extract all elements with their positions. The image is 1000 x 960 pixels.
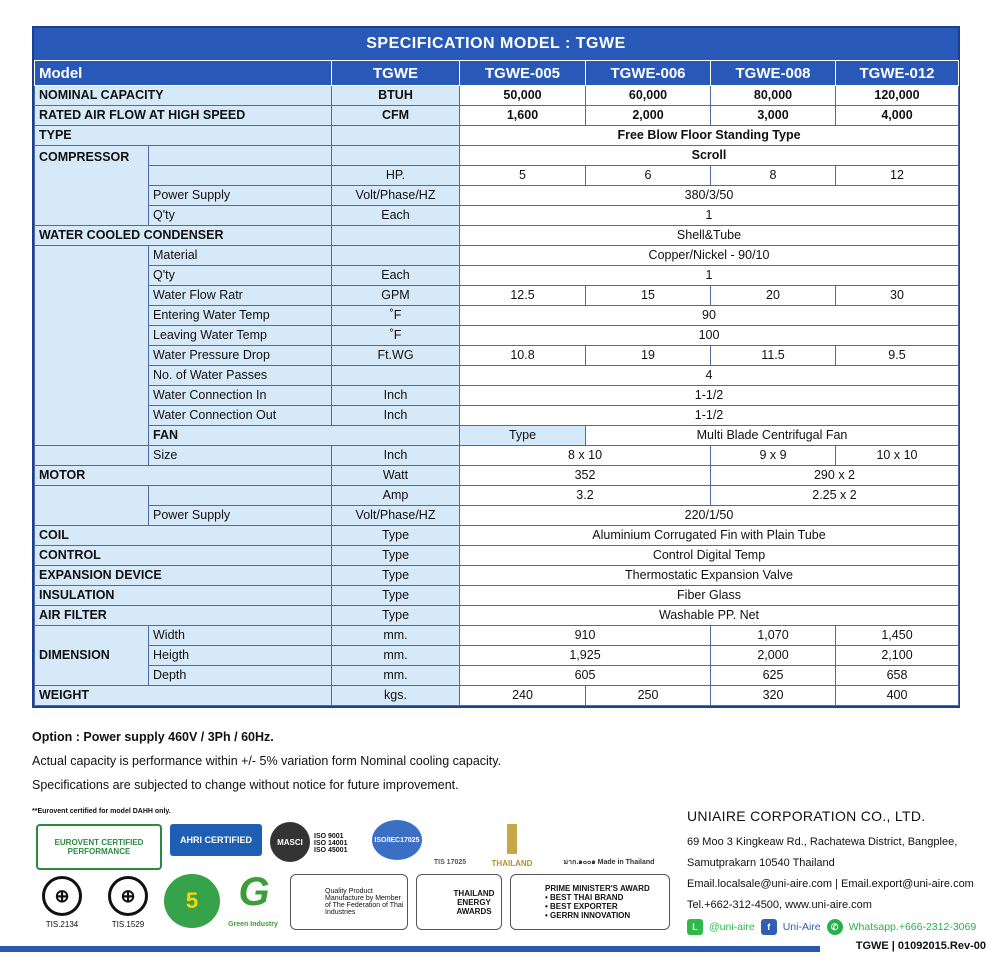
cell-value: 1,600 — [460, 106, 586, 126]
row-unit: Volt/Phase/HZ — [332, 506, 460, 526]
row-unit: Type — [332, 566, 460, 586]
row-unit: BTUH — [332, 86, 460, 106]
cell-value: 1,925 — [460, 646, 711, 666]
cell-value: 4 — [460, 366, 959, 386]
row-sublabel: Q'ty — [149, 266, 332, 286]
row-label: COIL — [35, 526, 332, 546]
table-row — [35, 506, 959, 526]
row-unit — [332, 226, 460, 246]
row-unit — [332, 246, 460, 266]
cell-value: 2.25 x 2 — [711, 486, 959, 506]
spec-table — [34, 60, 959, 706]
section-spacer — [35, 486, 149, 526]
row-sublabel: Size — [149, 446, 332, 466]
made-in-thailand-label: มาก.๑๐๐๑ Made in Thailand — [563, 859, 655, 866]
cell-value: 3,000 — [711, 106, 836, 126]
cell-value: Control Digital Temp — [460, 546, 959, 566]
model-col-4: TGWE-012 — [836, 61, 959, 86]
company-info — [687, 808, 987, 938]
company-name: UNIAIRE CORPORATION CO., LTD. — [687, 808, 926, 824]
table-row — [35, 366, 959, 386]
row-sublabel: Material — [149, 246, 332, 266]
cell-value: 12.5 — [460, 286, 586, 306]
table-row — [35, 186, 959, 206]
social-links — [687, 916, 987, 938]
cell-value: Aluminium Corrugated Fin with Plain Tube — [460, 526, 959, 546]
row-sublabel: Depth — [149, 666, 332, 686]
table-row — [35, 646, 959, 666]
table-row — [35, 226, 959, 246]
row-label: RATED AIR FLOW AT HIGH SPEED — [35, 106, 332, 126]
cell-value: 1 — [460, 206, 959, 226]
cell-value: 80,000 — [711, 86, 836, 106]
footer-bar — [0, 946, 820, 952]
row-unit — [332, 366, 460, 386]
cell-value: 1-1/2 — [460, 406, 959, 426]
capacity-note: Actual capacity is performance within +/- 5% variation form Nominal cooling capacity. — [32, 754, 502, 768]
cell-value: 658 — [836, 666, 959, 686]
energy-awards-logo: THAILAND ENERGY AWARDS — [416, 874, 502, 930]
row-unit: kgs. — [332, 686, 460, 706]
tis17025-logo: TIS 17025 — [433, 859, 467, 866]
table-row — [35, 126, 959, 146]
cell-value: 2,000 — [586, 106, 711, 126]
table-row — [35, 466, 959, 486]
cell-value: 605 — [460, 666, 711, 686]
table-row — [35, 106, 959, 126]
section-label: DIMENSION — [35, 626, 149, 686]
masci-logo: MASCI — [270, 822, 310, 862]
company-email: Email.localsale@uni-aire.com | Email.export@uni-aire.com — [687, 878, 974, 890]
change-note: Specifications are subjected to change without notice for future improvement. — [32, 778, 459, 792]
model-col-1: TGWE-005 — [460, 61, 586, 86]
table-row — [35, 286, 959, 306]
section-label: FAN — [149, 426, 460, 446]
row-unit: Watt — [332, 466, 460, 486]
iso-iec-logo — [372, 820, 422, 860]
row-unit: Type — [332, 526, 460, 546]
cell-value: 5 — [460, 166, 586, 186]
row-label: AIR FILTER — [35, 606, 332, 626]
cell-value: 910 — [460, 626, 711, 646]
facebook-icon: f — [761, 919, 777, 935]
row-unit: mm. — [332, 626, 460, 646]
pm-award-item: • BEST THAI BRAND — [545, 893, 624, 902]
table-row — [35, 606, 959, 626]
table-row — [35, 326, 959, 346]
tis2134-label: TIS.2134 — [45, 919, 79, 929]
row-unit: Volt/Phase/HZ — [332, 186, 460, 206]
cell-value: 9.5 — [836, 346, 959, 366]
row-unit: Inch — [332, 446, 460, 466]
green-industry-icon: G — [238, 870, 270, 914]
row-unit: GPM — [332, 286, 460, 306]
thailand-trusted-logo: THAILAND — [482, 818, 542, 868]
cell-value: 11.5 — [711, 346, 836, 366]
cell-value: 320 — [711, 686, 836, 706]
cell-value: 6 — [586, 166, 711, 186]
table-row — [35, 406, 959, 426]
row-sublabel: Entering Water Temp — [149, 306, 332, 326]
made-in-thailand-logo — [546, 822, 672, 868]
cell-value: 1,070 — [711, 626, 836, 646]
iso-iec-label: ISO/IEC17025 — [374, 836, 420, 844]
whatsapp-icon: ✆ — [827, 919, 843, 935]
table-row — [35, 446, 959, 466]
table-row — [35, 586, 959, 606]
table-row — [35, 526, 959, 546]
section-label: WATER COOLED CONDENSER — [35, 226, 332, 246]
cell-value: 100 — [460, 326, 959, 346]
table-row — [35, 386, 959, 406]
row-unit — [332, 146, 460, 166]
ahri-logo: AHRI CERTIFIED — [170, 824, 262, 856]
cell-value: Scroll — [460, 146, 959, 166]
cell-value: Washable PP. Net — [460, 606, 959, 626]
row-label: CONTROL — [35, 546, 332, 566]
section-spacer — [35, 246, 149, 446]
section-spacer — [35, 446, 149, 466]
row-sublabel: Water Connection In — [149, 386, 332, 406]
cell-value: 3.2 — [460, 486, 711, 506]
row-label: TYPE — [35, 126, 332, 146]
notes — [32, 725, 962, 797]
table-row — [35, 566, 959, 586]
row-unit: ˚F — [332, 306, 460, 326]
pm-award-item: • BEST EXPORTER — [545, 902, 618, 911]
row-unit — [332, 126, 460, 146]
tis1529-label: TIS.1529 — [111, 919, 145, 929]
row-sublabel: Leaving Water Temp — [149, 326, 332, 346]
cell-value: 250 — [586, 686, 711, 706]
model-col-2: TGWE-006 — [586, 61, 711, 86]
spec-title: SPECIFICATION MODEL : TGWE — [34, 28, 958, 60]
row-sublabel — [149, 166, 332, 186]
cell-value: Shell&Tube — [460, 226, 959, 246]
cell-value: 625 — [711, 666, 836, 686]
row-sublabel: No. of Water Passes — [149, 366, 332, 386]
cell-value: 20 — [711, 286, 836, 306]
certification-logos — [32, 818, 672, 938]
series-header: TGWE — [332, 61, 460, 86]
row-unit: Type — [332, 606, 460, 626]
cell-value: 50,000 — [460, 86, 586, 106]
row-unit: Each — [332, 206, 460, 226]
eurovent-logo: EUROVENT CERTIFIED PERFORMANCE — [36, 824, 162, 870]
whatsapp-link[interactable]: Whatsapp.+666-2312-3069 — [848, 921, 977, 933]
company-address-2: Samutprakarn 10540 Thailand — [687, 857, 835, 869]
iso-logo: ISO 9001 ISO 14001 ISO 45001 — [314, 832, 348, 854]
section-label: MOTOR — [35, 466, 332, 486]
cell-value: 1,450 — [836, 626, 959, 646]
cell-value: Multi Blade Centrifugal Fan — [586, 426, 959, 446]
table-row — [35, 426, 959, 446]
cell-value: 220/1/50 — [460, 506, 959, 526]
row-sublabel: Heigth — [149, 646, 332, 666]
model-header: Model — [35, 61, 332, 86]
row-sublabel: Water Flow Ratr — [149, 286, 332, 306]
cell-value: 2,100 — [836, 646, 959, 666]
company-address-1: 69 Moo 3 Kingkeaw Rd., Rachatewa District, Bangplee, — [687, 836, 958, 848]
row-unit: Type — [332, 586, 460, 606]
table-header-row — [35, 61, 959, 86]
spec-table-frame — [32, 26, 960, 708]
section-label: COMPRESSOR — [35, 146, 149, 226]
row-unit: Type — [460, 426, 586, 446]
table-row — [35, 626, 959, 646]
row-sublabel: Width — [149, 626, 332, 646]
table-row — [35, 206, 959, 226]
pm-award-title: PRIME MINISTER'S AWARD — [545, 884, 650, 893]
fti-logo: Quality Product Manufacture by Member of The Federation of Thai Industries — [290, 874, 408, 930]
cell-value: 15 — [586, 286, 711, 306]
cell-value: 90 — [460, 306, 959, 326]
row-unit: CFM — [332, 106, 460, 126]
table-row — [35, 686, 959, 706]
row-label: EXPANSION DEVICE — [35, 566, 332, 586]
row-sublabel: Power Supply — [149, 186, 332, 206]
green-industry-label: Green Industry — [228, 920, 278, 928]
cell-value: 352 — [460, 466, 711, 486]
cell-value: 1-1/2 — [460, 386, 959, 406]
cell-value: 30 — [836, 286, 959, 306]
line-icon: L — [687, 919, 703, 935]
cell-value: 120,000 — [836, 86, 959, 106]
row-unit: ˚F — [332, 326, 460, 346]
cell-value: 2,000 — [711, 646, 836, 666]
row-sublabel — [149, 486, 332, 506]
cell-value: Free Blow Floor Standing Type — [460, 126, 959, 146]
tis1529-icon: ⊕ — [108, 876, 148, 916]
cell-value: 10.8 — [460, 346, 586, 366]
row-sublabel — [149, 146, 332, 166]
pm-award-item: • GERRN INNOVATION — [545, 911, 631, 920]
model-col-3: TGWE-008 — [711, 61, 836, 86]
document-code: TGWE | 01092015.Rev-00 — [855, 940, 986, 952]
row-label: NOMINAL CAPACITY — [35, 86, 332, 106]
row-unit: Amp — [332, 486, 460, 506]
row-sublabel: Power Supply — [149, 506, 332, 526]
cell-value: 8 x 10 — [460, 446, 711, 466]
energy-label-5-icon: 5 — [164, 874, 220, 928]
cell-value: 400 — [836, 686, 959, 706]
table-row — [35, 266, 959, 286]
cell-value: Fiber Glass — [460, 586, 959, 606]
table-row — [35, 486, 959, 506]
table-row — [35, 246, 959, 266]
cell-value: Thermostatic Expansion Valve — [460, 566, 959, 586]
row-unit: HP. — [332, 166, 460, 186]
table-row — [35, 306, 959, 326]
row-unit: Type — [332, 546, 460, 566]
cell-value: 19 — [586, 346, 711, 366]
cell-value: Copper/Nickel - 90/10 — [460, 246, 959, 266]
cell-value: 380/3/50 — [460, 186, 959, 206]
row-sublabel: Q'ty — [149, 206, 332, 226]
row-unit: Inch — [332, 406, 460, 426]
pm-award-logo — [510, 874, 670, 930]
cell-value: 4,000 — [836, 106, 959, 126]
table-row — [35, 166, 959, 186]
table-row — [35, 666, 959, 686]
company-tel: Tel.+662-312-4500, www.uni-aire.com — [687, 899, 872, 911]
cell-value: 9 x 9 — [711, 446, 836, 466]
tis2134-icon: ⊕ — [42, 876, 82, 916]
eurovent-note: **Eurovent certified for model DAHH only. — [32, 808, 171, 815]
table-row — [35, 146, 959, 166]
row-unit: Ft.WG — [332, 346, 460, 366]
cell-value: 1 — [460, 266, 959, 286]
facebook-link[interactable]: Uni-Aire — [782, 921, 821, 933]
row-unit: Inch — [332, 386, 460, 406]
table-row — [35, 546, 959, 566]
row-label: WEIGHT — [35, 686, 332, 706]
cell-value: 10 x 10 — [836, 446, 959, 466]
table-row — [35, 86, 959, 106]
row-unit: mm. — [332, 666, 460, 686]
cell-value: 290 x 2 — [711, 466, 959, 486]
cell-value: 8 — [711, 166, 836, 186]
table-row — [35, 346, 959, 366]
cell-value: 60,000 — [586, 86, 711, 106]
row-sublabel: Water Pressure Drop — [149, 346, 332, 366]
row-unit: Each — [332, 266, 460, 286]
cell-value: 12 — [836, 166, 959, 186]
option-note: Option : Power supply 460V / 3Ph / 60Hz. — [32, 730, 274, 744]
line-link[interactable]: @uni-aire — [709, 921, 755, 933]
row-unit: mm. — [332, 646, 460, 666]
row-label: INSULATION — [35, 586, 332, 606]
row-sublabel: Water Connection Out — [149, 406, 332, 426]
cell-value: 240 — [460, 686, 586, 706]
